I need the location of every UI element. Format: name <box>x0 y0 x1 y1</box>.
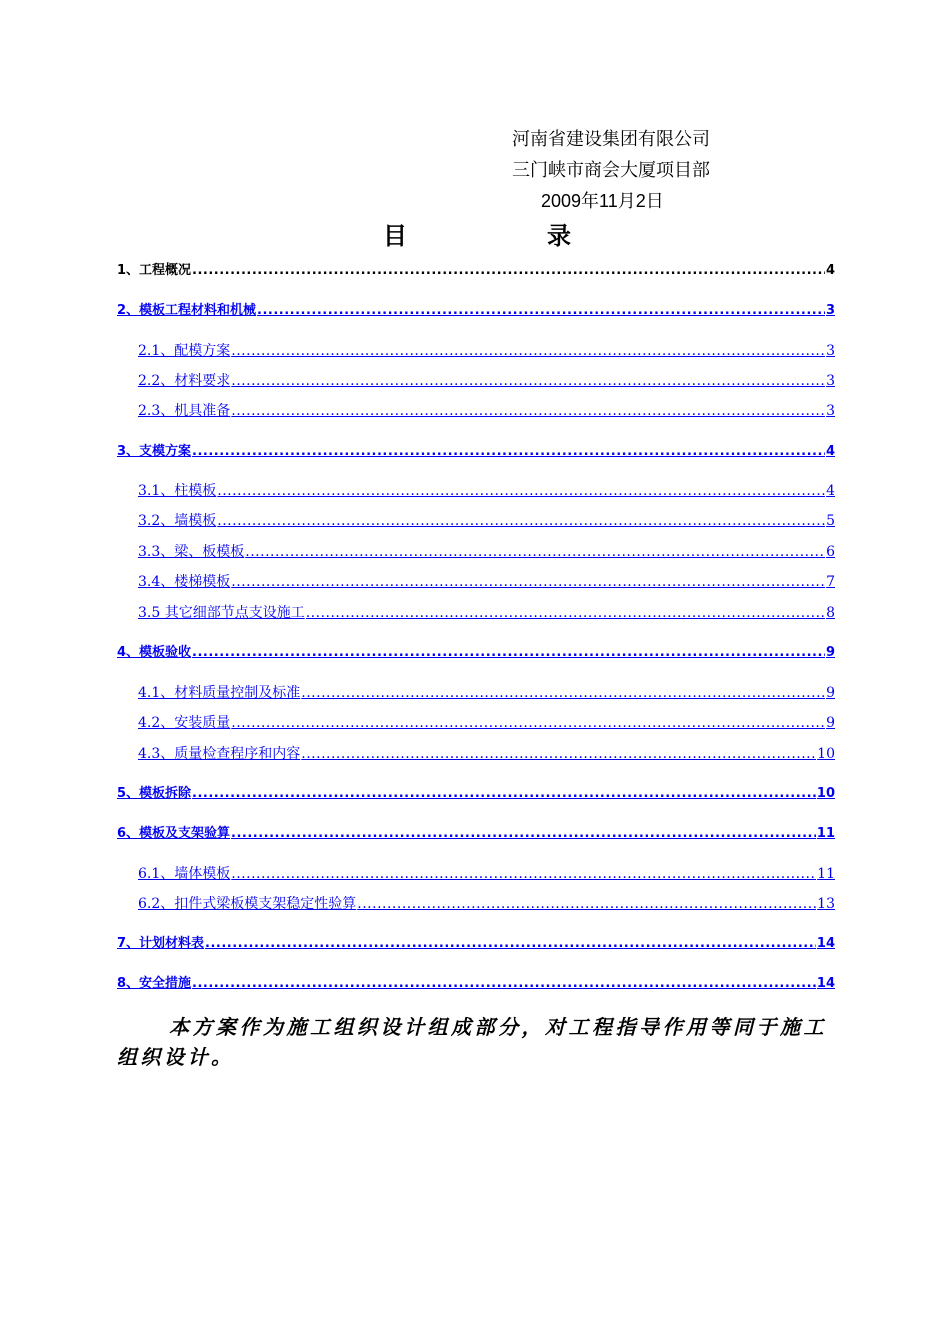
toc-leader-dots <box>231 865 816 883</box>
toc-entry-page: 10 <box>816 786 835 801</box>
company-name: 河南省建设集团有限公司 <box>512 129 710 150</box>
toc-entry-page: 9 <box>826 715 835 731</box>
toc-entry-page: 10 <box>817 746 835 762</box>
toc-entry[interactable] <box>117 684 835 702</box>
toc-leader-dots <box>192 975 816 993</box>
toc-leader-dots <box>231 573 825 591</box>
toc-entry-label: 4、模板验收 <box>117 645 192 660</box>
toc-leader-dots <box>301 745 816 763</box>
document-date: 2009年11月2日 <box>541 191 664 211</box>
toc-entry-page: 11 <box>817 866 835 882</box>
toc-entry-page: 4 <box>825 444 835 459</box>
toc-leader-dots <box>306 604 825 622</box>
toc-entry-label: 3.3、梁、板模板 <box>138 544 245 560</box>
toc-leader-dots <box>257 302 825 320</box>
toc-entry-label: 2.3、机具准备 <box>138 403 231 419</box>
toc-entry-page: 11 <box>816 826 835 841</box>
toc-entry[interactable] <box>117 482 835 500</box>
toc-entry[interactable] <box>117 975 835 993</box>
scheme-note: 本方案作为施工组织设计组成部分，对工程指导作用等同于施工组织设计。 <box>117 1015 827 1069</box>
toc-leader-dots <box>192 443 825 461</box>
toc-entry[interactable] <box>117 865 835 883</box>
toc-entry-label: 4.1、材料质量控制及标准 <box>138 685 301 701</box>
toc-leader-dots <box>217 482 825 500</box>
toc-leader-dots <box>301 684 825 702</box>
toc-entry-label: 2、模板工程材料和机械 <box>117 303 257 318</box>
toc-entry-page: 9 <box>826 685 835 701</box>
toc-entry-label: 5、模板拆除 <box>117 786 192 801</box>
toc-entry[interactable] <box>117 573 835 591</box>
toc-entry[interactable] <box>117 342 835 360</box>
toc-title-left: 目 <box>383 222 407 250</box>
toc-entry-page: 3 <box>825 303 835 318</box>
toc-leader-dots <box>357 895 816 913</box>
toc-entry-page: 14 <box>816 976 835 991</box>
toc-leader-dots <box>231 402 825 420</box>
toc-leader-dots <box>245 543 825 561</box>
toc-entry-label: 2.2、材料要求 <box>138 373 231 389</box>
toc-entry[interactable] <box>117 714 835 732</box>
toc-entry[interactable] <box>117 543 835 561</box>
toc-leader-dots <box>217 512 825 530</box>
toc-entry-page: 3 <box>826 343 835 359</box>
toc-entry-page: 8 <box>826 605 835 621</box>
toc-entry-label: 8、安全措施 <box>117 976 192 991</box>
toc-leader-dots <box>231 825 816 843</box>
toc-entry-page: 3 <box>826 373 835 389</box>
toc-entry[interactable] <box>117 604 835 622</box>
toc-entry-label: 1、工程概况 <box>117 263 192 278</box>
toc-entry[interactable] <box>117 895 835 913</box>
toc-leader-dots <box>192 785 816 803</box>
toc-entry <box>117 262 835 280</box>
toc-entry-label: 3.1、柱模板 <box>138 483 217 499</box>
toc-entry[interactable] <box>117 745 835 763</box>
toc-entry-page: 9 <box>825 645 835 660</box>
toc-entry-page: 14 <box>816 936 835 951</box>
toc-entry-label: 4.2、安装质量 <box>138 715 231 731</box>
toc-entry[interactable] <box>117 443 835 461</box>
toc-title <box>0 216 950 250</box>
toc-entry-label: 3、支模方案 <box>117 444 192 459</box>
toc-leader-dots <box>205 935 816 953</box>
toc-entry-page: 6 <box>826 544 835 560</box>
toc-entry-page: 3 <box>826 403 835 419</box>
toc-leader-dots <box>231 714 825 732</box>
toc-entry-label: 6.1、墙体模板 <box>138 866 231 882</box>
toc-entry[interactable] <box>117 935 835 953</box>
toc-entry-label: 3.2、墙模板 <box>138 513 217 529</box>
toc-entry-label: 6、模板及支架验算 <box>117 826 231 841</box>
toc-entry[interactable] <box>117 372 835 390</box>
toc-entry[interactable] <box>117 302 835 320</box>
toc-entry-label: 7、计划材料表 <box>117 936 205 951</box>
toc-leader-dots <box>192 262 825 280</box>
toc-leader-dots <box>192 644 825 662</box>
toc-title-right: 录 <box>547 222 571 250</box>
toc-entry[interactable] <box>117 825 835 843</box>
toc-entry-label: 3.5 其它细部节点支设施工 <box>138 605 305 621</box>
toc-entry[interactable] <box>117 402 835 420</box>
toc-entry[interactable] <box>117 512 835 530</box>
project-department: 三门峡市商会大厦项目部 <box>512 160 710 181</box>
toc-entry-page: 5 <box>826 513 835 529</box>
toc-entry-page: 13 <box>817 896 835 912</box>
toc-entry[interactable] <box>117 644 835 662</box>
toc-entry[interactable] <box>117 785 835 803</box>
toc-entry-page: 4 <box>825 263 835 278</box>
toc-entry-page: 4 <box>826 483 835 499</box>
toc-entry-label: 3.4、楼梯模板 <box>138 574 231 590</box>
toc-entry-label: 4.3、质量检查程序和内容 <box>138 746 301 762</box>
toc-entry-label: 2.1、配模方案 <box>138 343 231 359</box>
toc-leader-dots <box>231 372 825 390</box>
toc-entry-label: 6.2、扣件式梁板模支架稳定性验算 <box>138 896 357 912</box>
toc-leader-dots <box>231 342 825 360</box>
toc-entry-page: 7 <box>826 574 835 590</box>
